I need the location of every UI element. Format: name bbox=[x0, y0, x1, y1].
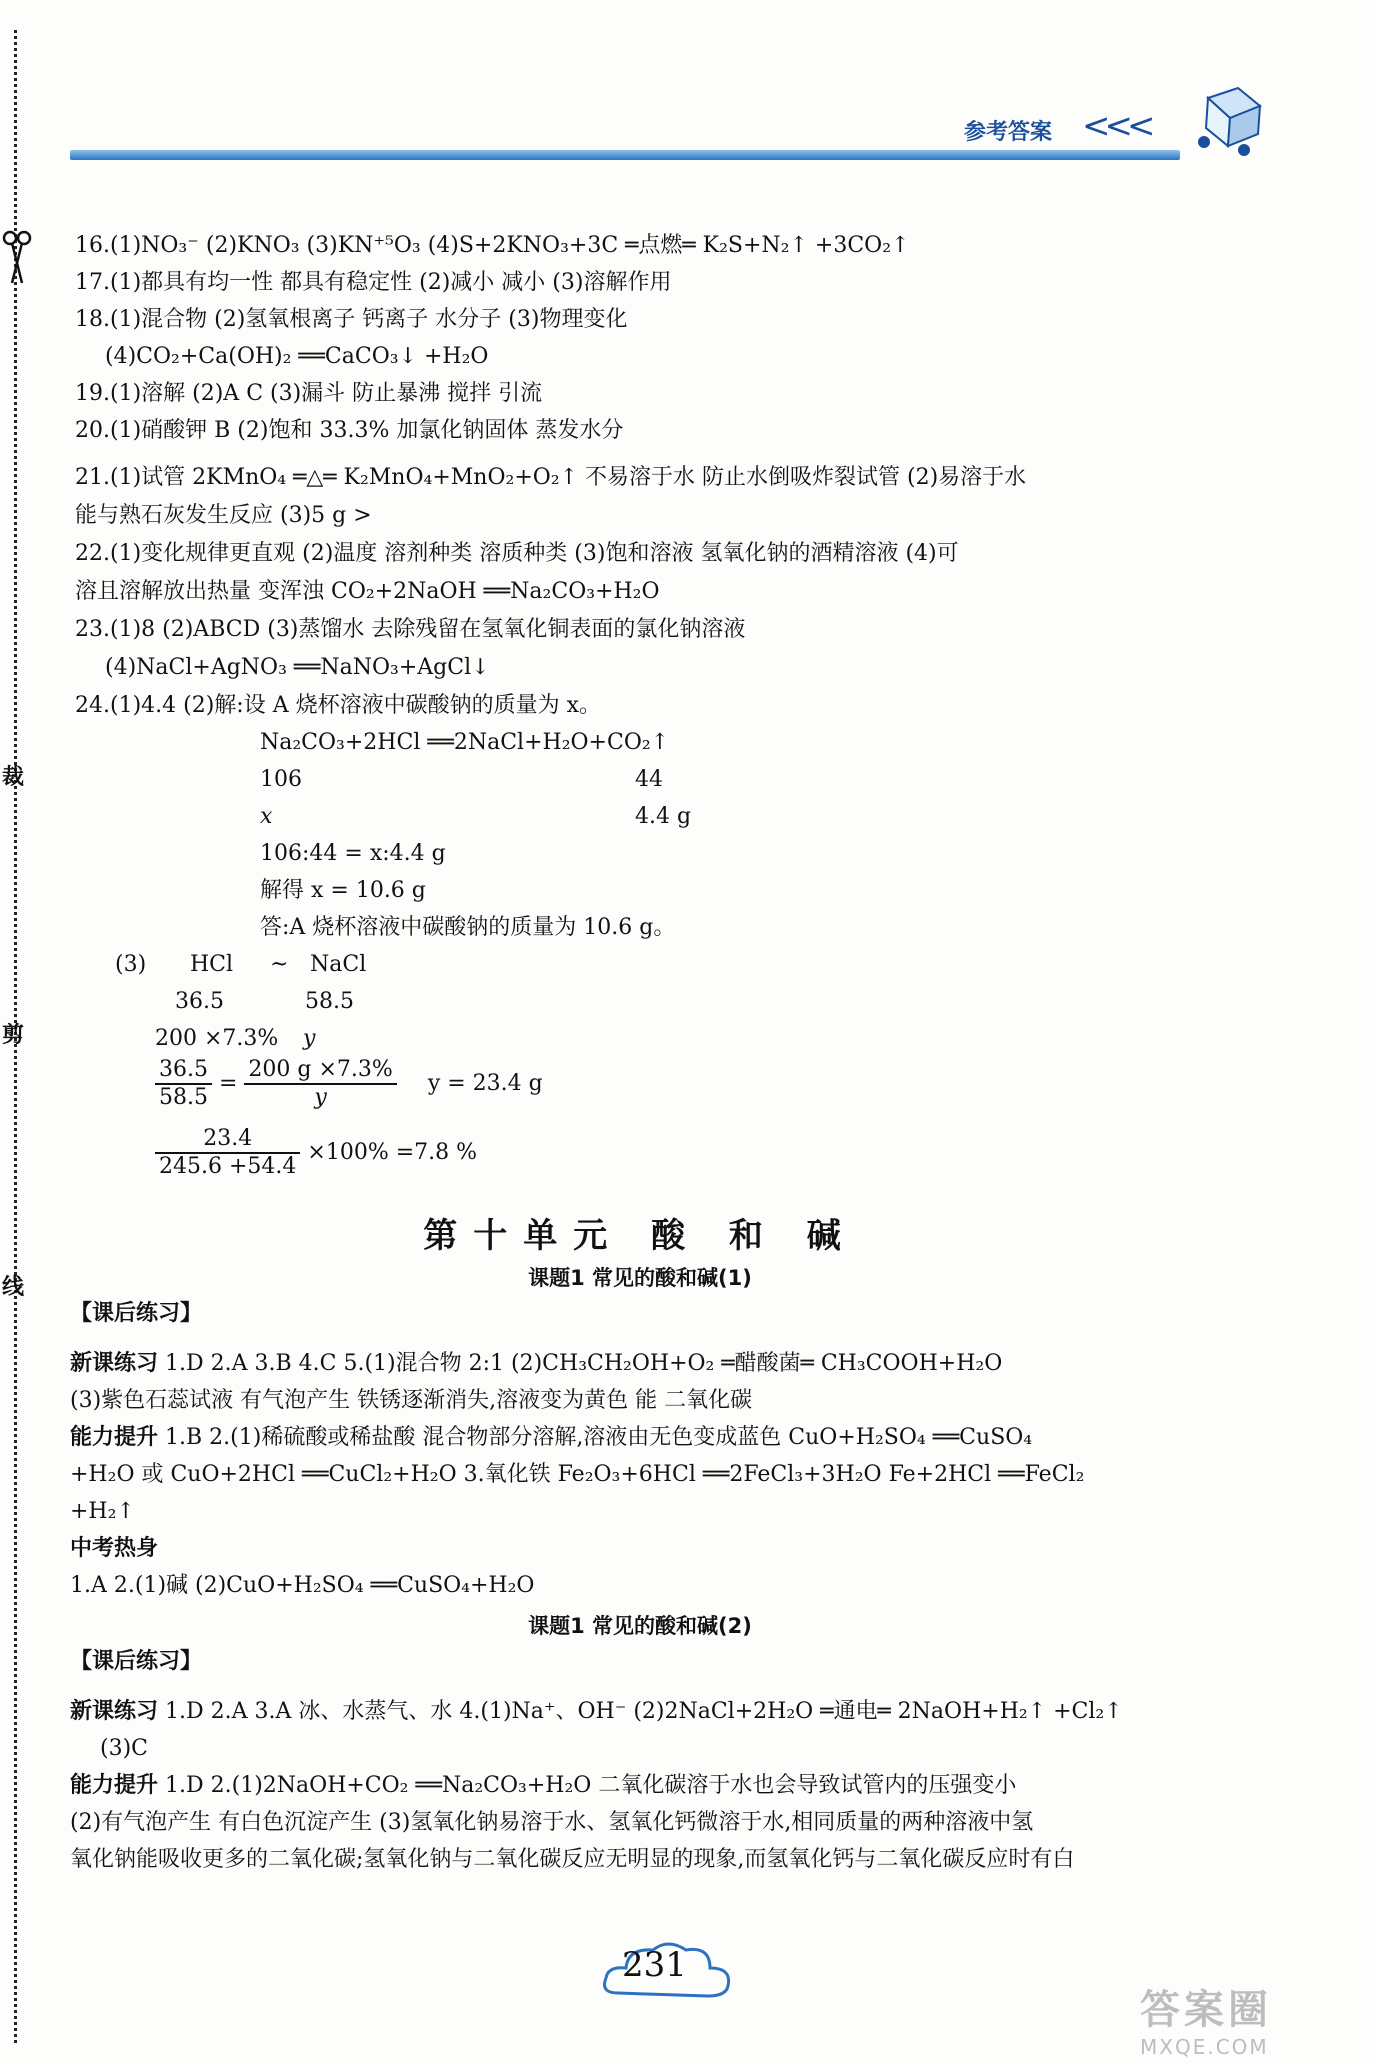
label-ability: 能力提升 bbox=[70, 1425, 159, 1450]
answer-22a: 22.(1)变化规律更直观 (2)温度 溶剂种类 溶质种类 (3)饱和溶液 氢氧化钠的酒精溶液 (4)可 bbox=[75, 541, 959, 566]
conclusion-24: 答:A 烧杯溶液中碳酸钠的质量为 10.6 g。 bbox=[260, 915, 676, 940]
label-new-practice: 新课练习 bbox=[70, 1351, 159, 1376]
part3-tilde: ~ bbox=[270, 952, 289, 977]
part3-label: (3) bbox=[115, 952, 147, 977]
lesson1-ability: 能力提升 1.B 2.(1)稀硫酸或稀盐酸 混合物部分溶解,溶液由无色变成蓝色 CuO+H₂SO₄ ══CuSO₄ bbox=[70, 1425, 1033, 1450]
answer-21a: 21.(1)试管 2KMnO₄ ═△═ K₂MnO₄+MnO₂+O₂↑ 不易溶于水 防止水倒吸炸裂试管 (2)易溶于水 bbox=[75, 465, 1027, 490]
part3-hcl: HCl bbox=[190, 952, 234, 977]
lesson1-ability-b: +H₂O 或 CuO+2HCl ══CuCl₂+H₂O 3.氧化铁 Fe₂O₃+6HCl ══2FeCl₃+3H₂O Fe+2HCl ══FeCl₂ bbox=[70, 1462, 1085, 1487]
answer-18b: (4)CO₂+Ca(OH)₂ ══CaCO₃↓ +H₂O bbox=[105, 344, 489, 369]
lesson1-new-practice-b: (3)紫色石蕊试液 有气泡产生 铁锈逐渐消失,溶液变为黄色 能 二氧化碳 bbox=[70, 1388, 753, 1413]
watermark-logo: 答案圈 MXQE.COM bbox=[1140, 1987, 1272, 2059]
lesson2-ability-c: 氧化钠能吸收更多的二氧化碳;氢氧化钠与二氧化碳反应无明显的现象,而氢氧化钙与二氧化碳反应时有白 bbox=[70, 1847, 1075, 1872]
lesson2-new-practice-b: (3)C bbox=[100, 1736, 148, 1761]
label-exam-warmup: 中考热身 bbox=[70, 1536, 159, 1561]
answer-21b: 能与熟石灰发生反应 (3)5 g > bbox=[75, 503, 372, 528]
answer-22b: 溶且溶解放出热量 变浑浊 CO₂+2NaOH ══Na₂CO₃+H₂O bbox=[75, 579, 660, 604]
fraction-equation: $\frac{36.5}{58.5}$ = $\frac{200 g \times 7.3\%}{y}$ y = 23.4 g bbox=[155, 1057, 543, 1111]
label-new-practice-2: 新课练习 bbox=[70, 1699, 159, 1724]
answer-24a: 24.(1)4.4 (2)解:设 A 烧杯溶液中碳酸钠的质量为 x。 bbox=[75, 693, 601, 718]
header-bar bbox=[70, 150, 1180, 160]
header-title: 参考答案 bbox=[964, 120, 1053, 145]
side-mark-jian: 剪 bbox=[2, 1023, 25, 1048]
mass-106: 106 bbox=[260, 767, 302, 792]
lesson2-new-practice: 新课练习 1.D 2.A 3.A 冰、水蒸气、水 4.(1)Na⁺、OH⁻ (2)2NaCl+2H₂O ═通电═ 2NaOH+H₂↑ +Cl₂↑ bbox=[70, 1699, 1123, 1724]
fraction-result: y = 23.4 g bbox=[427, 1071, 543, 1096]
lesson2-ability-b: (2)有气泡产生 有白色沉淀产生 (3)氢氧化钠易溶于水、氢氧化钙微溶于水,相同质量的两种溶液中氢 bbox=[70, 1810, 1034, 1835]
answer-16: 16.(1)NO₃⁻ (2)KNO₃ (3)KN⁺⁵O₃ (4)S+2KNO₃+3C ═点燃═ K₂S+N₂↑ +3CO₂↑ bbox=[75, 233, 910, 258]
percent-tail: ×100% =7.8 % bbox=[307, 1140, 478, 1165]
part3-200: 200 ×7.3% bbox=[155, 1026, 279, 1051]
fraction-1: $\frac{36.5}{58.5}$ bbox=[155, 1057, 212, 1111]
scissors-icon bbox=[2, 228, 32, 288]
lesson2-ability: 能力提升 1.D 2.(1)2NaOH+CO₂ ══Na₂CO₃+H₂O 二氧化碳溶于水也会导致试管内的压强变小 bbox=[70, 1773, 1017, 1798]
unit-title: 第十单元 酸 和 碱 bbox=[423, 1216, 857, 1256]
part3-y: y bbox=[303, 1026, 316, 1051]
lesson1-ability-c: +H₂↑ bbox=[70, 1499, 135, 1524]
solve-24: 解得 x = 10.6 g bbox=[260, 878, 426, 903]
mass-4-4: 4.4 g bbox=[635, 804, 692, 829]
answer-23a: 23.(1)8 (2)ABCD (3)蒸馏水 去除残留在氢氧化铜表面的氯化钠溶液 bbox=[75, 617, 746, 642]
part3-58-5: 58.5 bbox=[305, 989, 354, 1014]
answer-23b: (4)NaCl+AgNO₃ ══NaNO₃+AgCl↓ bbox=[105, 655, 490, 680]
answer-18a: 18.(1)混合物 (2)氢氧根离子 钙离子 水分子 (3)物理变化 bbox=[75, 307, 628, 332]
lesson1-exam: 1.A 2.(1)碱 (2)CuO+H₂SO₄ ══CuSO₄+H₂O bbox=[70, 1573, 535, 1598]
lesson1-section: 【课后练习】 bbox=[70, 1301, 203, 1326]
mass-x: x bbox=[260, 804, 273, 829]
lesson1-new-practice: 新课练习 1.D 2.A 3.B 4.C 5.(1)混合物 2:1 (2)CH₃CH₂OH+O₂ ═醋酸菌═ CH₃COOH+H₂O bbox=[70, 1351, 1003, 1376]
label-ability-2: 能力提升 bbox=[70, 1773, 159, 1798]
lesson2-section: 【课后练习】 bbox=[70, 1649, 203, 1674]
part3-nacl: NaCl bbox=[310, 952, 367, 977]
answer-19: 19.(1)溶解 (2)A C (3)漏斗 防止暴沸 搅拌 引流 bbox=[75, 381, 543, 406]
chevron-left-icon: <<< bbox=[1082, 106, 1150, 146]
answer-17: 17.(1)都具有均一性 都具有稳定性 (2)减小 减小 (3)溶解作用 bbox=[75, 270, 672, 295]
equation-24: Na₂CO₃+2HCl ══2NaCl+H₂O+CO₂↑ bbox=[260, 730, 670, 755]
side-mark-xian: 线 bbox=[2, 1275, 25, 1300]
lesson2-title: 课题1 常见的酸和碱(2) bbox=[528, 1614, 752, 1638]
fraction-3: $\frac{23.4}{245.6 +54.4}$ bbox=[155, 1126, 300, 1180]
proportion-24: 106:44 = x:4.4 g bbox=[260, 841, 446, 866]
cube-mascot-icon bbox=[1188, 78, 1268, 158]
side-mark-cai: 裁 bbox=[2, 765, 25, 790]
fraction-2: $\frac{200 g \times 7.3\%}{y}$ bbox=[244, 1057, 396, 1111]
part3-36-5: 36.5 bbox=[175, 989, 224, 1014]
answer-20: 20.(1)硝酸钾 B (2)饱和 33.3% 加氯化钠固体 蒸发水分 bbox=[75, 418, 624, 443]
lesson1-title: 课题1 常见的酸和碱(1) bbox=[528, 1266, 752, 1290]
page-number: 231 bbox=[622, 1945, 687, 1985]
percent-equation bbox=[155, 1126, 477, 1180]
mass-44: 44 bbox=[635, 767, 663, 792]
